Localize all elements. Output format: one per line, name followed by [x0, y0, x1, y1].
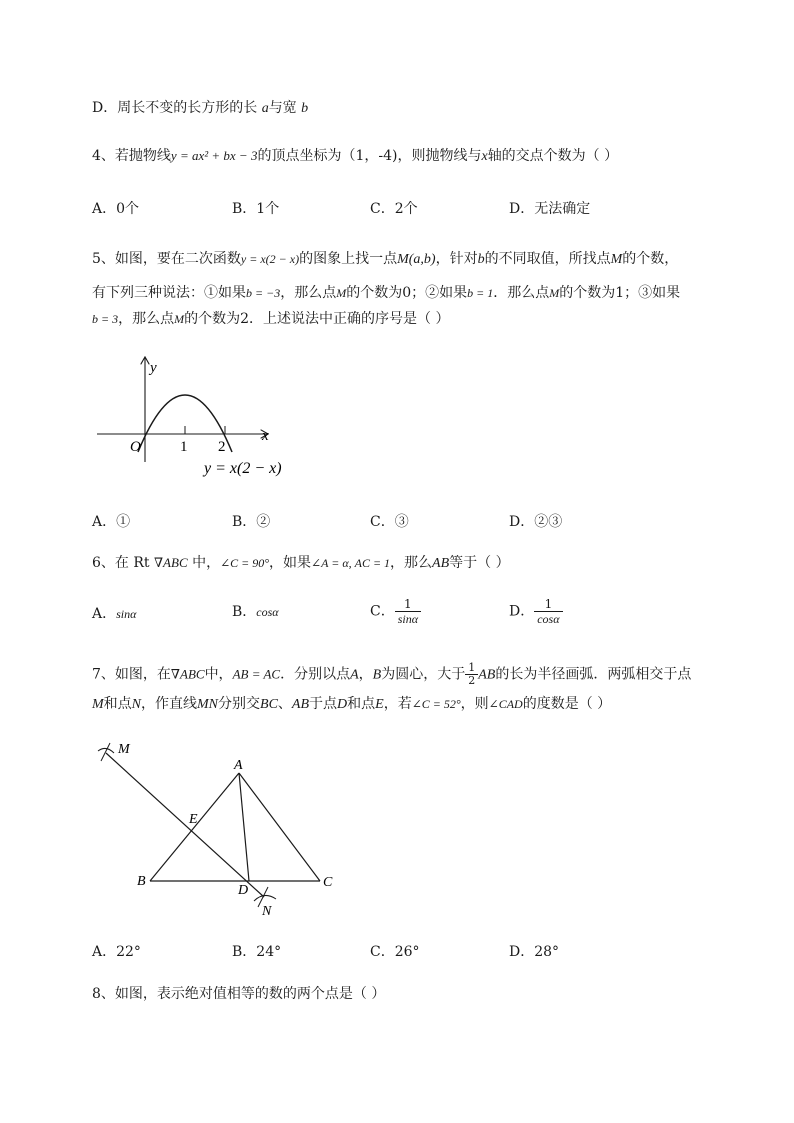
q6-condition: ∠A = α, AC = 1 [311, 556, 391, 570]
segment-ad [239, 773, 249, 881]
q7-option-b[interactable]: B．24° [232, 944, 282, 960]
q7-point-n: N [131, 697, 142, 712]
q7-point-e: E [375, 697, 384, 712]
fraction-numerator: 1 [395, 597, 421, 612]
q7-text: ．分别以点 [280, 666, 351, 683]
option-label: C． [370, 603, 395, 620]
graph-tick-1-label: 1 [180, 439, 188, 455]
label-n: N [262, 904, 272, 919]
q7-text: 的度数是（ ） [522, 696, 612, 712]
q6-text: 等于（ ） [449, 555, 510, 571]
q6-stem [92, 553, 510, 574]
q7-point-m: M [92, 697, 104, 712]
q4-prefix: 4、若抛物线 [92, 148, 171, 164]
q5-option-b[interactable]: B．② [232, 514, 271, 530]
option-d-mid: 与宽 [268, 100, 302, 116]
q7-triangle-figure [92, 735, 352, 925]
q7-text: ，若 [383, 696, 412, 712]
label-a: A [234, 758, 243, 773]
q7-half-fraction [465, 662, 478, 687]
fraction [534, 597, 562, 626]
q7-segment-bc: BC [260, 697, 278, 712]
q7-option-d[interactable]: D．28° [509, 944, 560, 960]
q4-option-c[interactable]: C．2个 [370, 201, 418, 217]
q5-text: 的图象上找一点 [299, 251, 398, 267]
q7-equality: AB = AC [232, 666, 281, 682]
q5-var-m: M [549, 286, 560, 300]
q7-option-a[interactable]: A．22° [92, 944, 141, 960]
q6-angle-c: ∠C = 90° [220, 556, 270, 570]
graph-x-label: x [262, 428, 269, 444]
q7-text: 和点 [347, 696, 376, 712]
q6-triangle: ∇ABC [153, 555, 188, 570]
q6-ab: AB [432, 556, 450, 571]
q7-text: 和点 [103, 696, 132, 712]
q6-text: 6、在 Rt [92, 555, 154, 571]
arc-mark-m-2 [101, 743, 110, 761]
option-d-text: D．周长不变的长方形的长 [92, 100, 262, 116]
q7-line2 [92, 694, 611, 715]
q4-option-b[interactable]: B．1个 [232, 201, 280, 217]
q6-text: ，如果 [269, 555, 312, 571]
q5-text: ，那么点 [118, 311, 175, 327]
var-b: b [301, 101, 309, 116]
q8-stem: 8、如图，表示绝对值相等的数的两个点是（ ） [92, 986, 386, 1002]
fraction-numerator: 1 [465, 662, 478, 675]
q4-option-a[interactable]: A．0个 [92, 201, 140, 217]
fraction-denominator: sinα [397, 612, 419, 626]
q6-option-b[interactable] [232, 602, 279, 622]
q5-text: 的个数为1；③如果 [559, 285, 681, 301]
q5-text: 的个数为2．上述说法中正确的序号是（ ） [184, 311, 450, 327]
q7-text: 的长为半径画弧．两弧相交于点 [495, 666, 692, 683]
q4-formula: y = ax² + bx − 3 [170, 148, 258, 163]
q5-option-a[interactable]: A．① [92, 514, 131, 530]
q6-option-c[interactable] [370, 597, 421, 626]
q7-triangle: ∇ABC [170, 666, 205, 682]
q5-parabola-graph [92, 352, 292, 482]
q4-stem [92, 146, 618, 167]
label-m: M [118, 742, 130, 757]
q6-text: ，那么 [390, 555, 433, 571]
q5-point-m: M(a,b) [397, 252, 436, 267]
var-a: a [261, 101, 269, 116]
q7-angle-cad: ∠CAD [488, 697, 523, 711]
q6-option-a[interactable] [92, 604, 136, 624]
q5-var-m: M [610, 252, 623, 267]
q7-text: ， [358, 666, 373, 683]
graph-tick-2-label: 2 [218, 439, 226, 455]
q4-suffix: 轴的交点个数为（ ） [487, 148, 619, 164]
option-label: B． [232, 604, 257, 620]
fraction-denominator: 2 [468, 674, 476, 687]
q7-text: 中， [204, 666, 233, 683]
q7-ab: AB [478, 667, 496, 683]
q5-cond1: b = −3 [246, 286, 281, 300]
arc-mark-n-1 [254, 895, 276, 901]
q5-formula: y = x(2 − x) [240, 252, 300, 266]
fraction [395, 597, 421, 626]
fraction-numerator: 1 [534, 597, 562, 612]
q5-text: 的个数， [622, 251, 679, 267]
q7-point-d: D [337, 697, 348, 712]
q5-cond3: b = 3 [92, 312, 119, 326]
option-label: A． [92, 606, 117, 622]
q5-line2 [92, 283, 680, 303]
label-e: E [189, 812, 198, 827]
label-c: C [323, 875, 333, 890]
fraction-denominator: cosα [537, 612, 560, 626]
q5-var-m: M [336, 286, 347, 300]
q5-text: 有下列三种说法：①如果 [92, 285, 246, 301]
q7-point-a: A [350, 667, 359, 683]
q4-option-d[interactable]: D．无法确定 [509, 201, 591, 217]
q5-text: ．那么点 [493, 285, 550, 301]
q7-text: 、 [277, 696, 292, 712]
q7-segment-ab: AB [291, 697, 310, 712]
segment-ac [239, 773, 320, 881]
option-value: sinα [116, 607, 137, 621]
q5-option-d[interactable]: D．②③ [509, 514, 563, 530]
q5-line1 [92, 249, 678, 270]
q7-point-b: B [372, 667, 382, 683]
option-label: D． [509, 603, 535, 620]
segment-ab [150, 773, 239, 881]
q7-text: 于点 [309, 696, 338, 712]
q6-text: 中， [187, 555, 221, 571]
q5-var-b: b [477, 252, 485, 267]
option-value: cosα [256, 605, 279, 619]
q5-var-m: M [174, 312, 185, 326]
q5-line3 [92, 309, 449, 329]
q6-option-d[interactable] [509, 597, 563, 626]
q5-text: 5、如图，要在二次函数 [92, 251, 241, 267]
q7-option-c[interactable]: C．26° [370, 944, 420, 960]
q4-x: x [481, 149, 488, 164]
q7-text: 7、如图，在 [92, 666, 171, 683]
q5-cond2: b = 1 [467, 286, 494, 300]
q-prev-option-d [92, 98, 308, 119]
label-d: D [238, 883, 249, 898]
q5-text: 的不同取值，所找点 [484, 251, 611, 267]
q5-text: 的个数为0；②如果 [346, 285, 468, 301]
q4-middle: 的顶点坐标为（1，-4)，则抛物线与 [257, 148, 482, 164]
label-b: B [137, 874, 146, 889]
q7-line-mn: MN [197, 697, 219, 712]
q5-text: ，针对 [435, 251, 478, 267]
graph-origin-label: O [130, 439, 141, 455]
q7-text: ，作直线 [141, 696, 198, 712]
q7-text: ，则 [460, 696, 489, 712]
q5-text: ，那么点 [280, 285, 337, 301]
q7-text: 分别交 [218, 696, 261, 712]
q5-option-c[interactable]: C．③ [370, 514, 409, 530]
q7-text: 为圆心，大于 [381, 666, 466, 683]
q7-line1 [92, 662, 691, 687]
q7-angle-c: ∠C = 52° [411, 697, 461, 711]
graph-curve-label: y = x(2 − x) [204, 460, 282, 477]
graph-y-label: y [150, 360, 157, 376]
